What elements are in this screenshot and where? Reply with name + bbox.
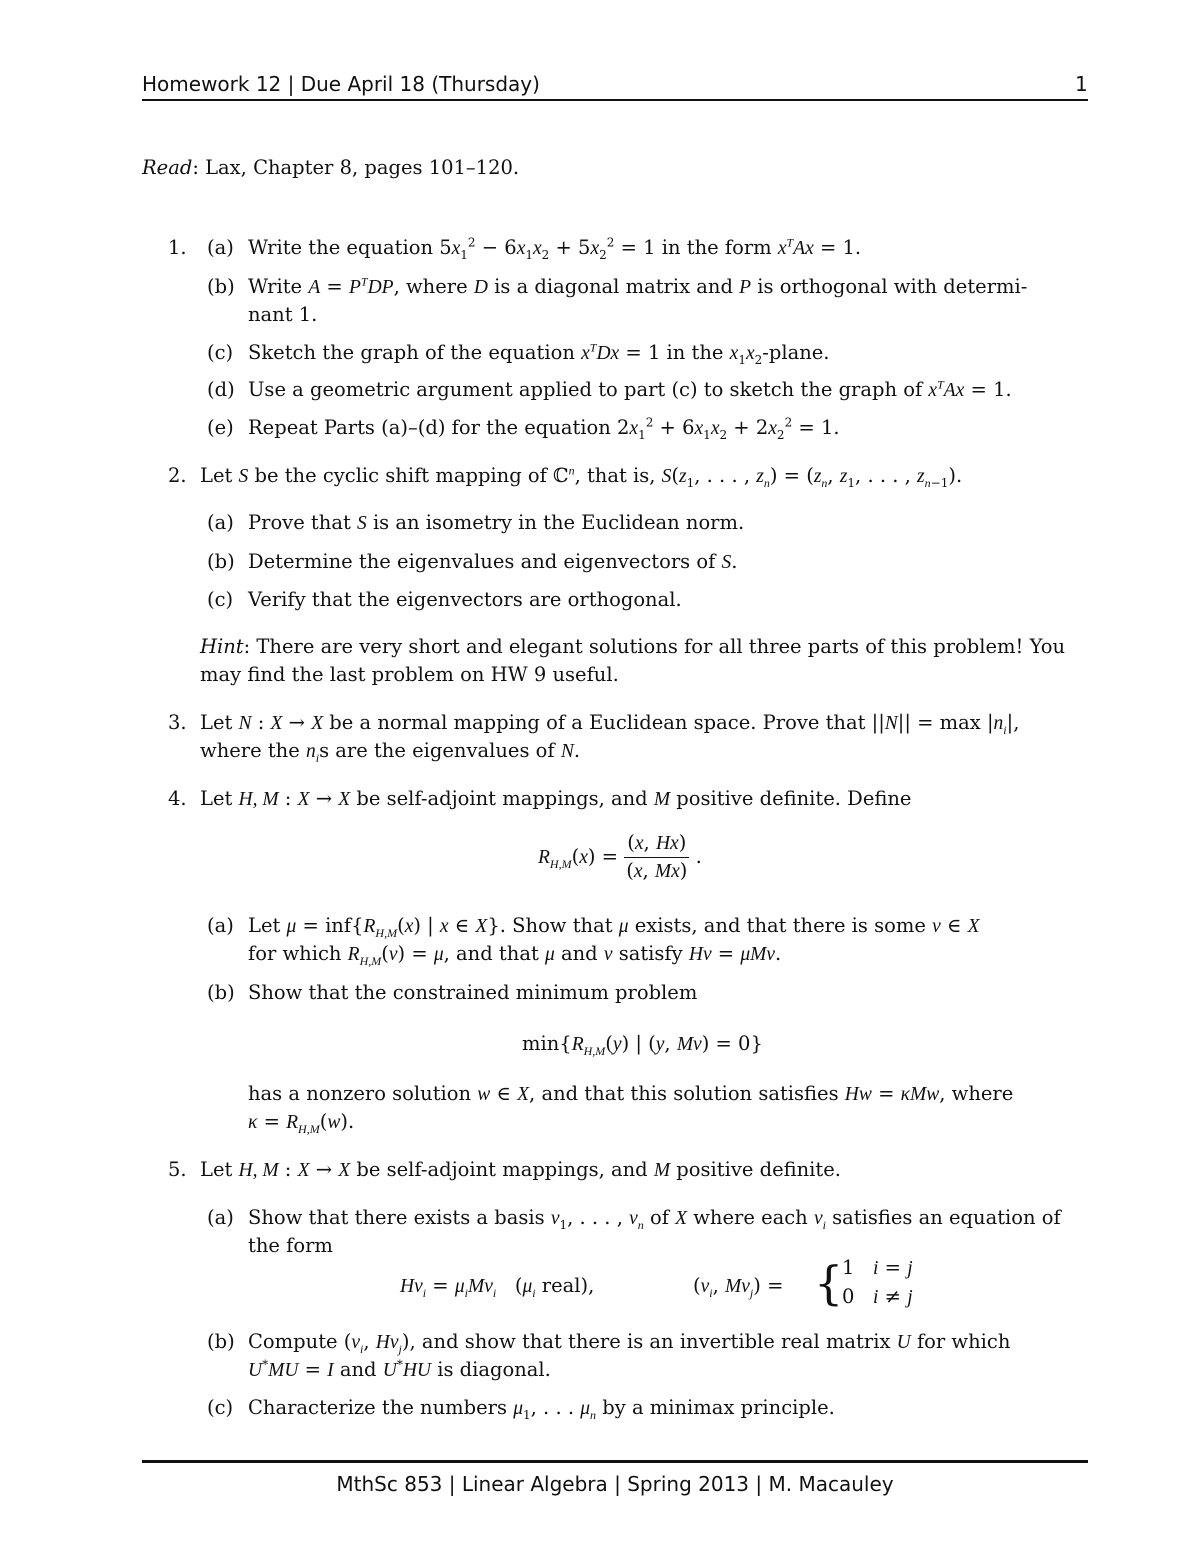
p4a-text-line2: for which $R_{H,M}(v) = \mu$, and that μ and v satisfy Hv = μMv. [248, 942, 782, 968]
p4b-label: (b) [207, 981, 235, 1004]
page-number: 1 [1075, 72, 1088, 96]
p4b-text: Show that the constrained minimum problem [248, 981, 698, 1004]
problem-2-number: 2. [168, 464, 187, 487]
p3-text-line2: where the $n_is$ are the eigenvalues of N. [200, 739, 581, 765]
orthonormality-equation: ($v_i$, $Mv_j$) = [693, 1274, 784, 1300]
footer-rule [142, 1460, 1088, 1463]
rayleigh-quotient: $R_{H,M}(x)$ = $\frac{(x, Hx)}{(x, Mx)}$ . [538, 830, 702, 885]
footer-text: MthSc 853 | Linear Algebra | Spring 2013 | M. Macauley [336, 1472, 894, 1496]
constrained-min-formula: $\min\{R_{H,M}(y)$ | (y, Mv) = 0} [522, 1032, 763, 1058]
p4b-text-3: $\kappa = R_{H,M}(w)$. [248, 1110, 355, 1136]
case-2: 0 i ≠ j [842, 1285, 913, 1308]
p4-text: Let H, M : X → X be self-adjoint mappings, and M positive definite. Define [200, 787, 912, 810]
p5c-text: Characterize the numbers $\mu_1$, . . . $\mu_n$ by a minimax principle. [248, 1396, 835, 1422]
p4a-text: Let $\mu = inf\{R_{H,M}(x)$ | x ∈ X}. Show that μ exists, and that there is some v ∈ X [248, 914, 980, 940]
p1d-text: Use a geometric argument applied to part (c) to sketch the graph of $x^TAx = 1$. [248, 377, 1012, 401]
p2-text: Let S be the cyclic shift mapping of ℂ$^n$, that is, $S(z_1$, . . . , $z_n) = (z_n$, $z_1$, . . . , $z_{n-1}$). [200, 463, 963, 490]
p2a-text: Prove that S is an isometry in the Euclidean norm. [248, 511, 745, 534]
hint-line2: may find the last problem on HW 9 useful. [200, 663, 619, 686]
p1b-text-line2: nant 1. [248, 303, 318, 326]
problem-4-number: 4. [168, 787, 187, 810]
p2c-label: (c) [207, 588, 234, 611]
p2a-label: (a) [207, 511, 234, 534]
eigen-equation: $Hv_i = \mu_iMv_i$ ($\mu_i$ real), [400, 1274, 595, 1300]
header-rule [142, 99, 1088, 101]
read-text: : Lax, Chapter 8, pages 101–120. [192, 156, 520, 179]
problem-5-number: 5. [168, 1158, 187, 1181]
read-label: Read [142, 156, 193, 179]
p2c-text: Verify that the eigenvectors are orthogonal. [248, 588, 682, 611]
p1a-label: (a) [207, 236, 234, 259]
p2-hint [200, 633, 1065, 661]
p1d-label: (d) [207, 378, 235, 401]
p5b-text-line2: U*MU = I and U*HU is diagonal. [248, 1357, 551, 1381]
p5b-label: (b) [207, 1330, 235, 1353]
p5a-text: Show that there exists a basis $v_1$, . . . , $v_n$ of X where each $v_i$ satisfies an equation of [248, 1206, 1061, 1232]
p2b-text: Determine the eigenvalues and eigenvectors of S. [248, 550, 738, 573]
p1b-label: (b) [207, 275, 235, 298]
header-title: Homework 12 | Due April 18 (Thursday) [142, 72, 540, 96]
p3-text: Let N : X → X be a normal mapping of a Euclidean space. Prove that $||N|| = \max |n_i|$, [200, 711, 1020, 737]
p2b-label: (b) [207, 550, 235, 573]
p5-text: Let H, M : X → X be self-adjoint mappings, and M positive definite. [200, 1158, 841, 1181]
p1e-label: (e) [207, 416, 234, 439]
p5a-label: (a) [207, 1206, 234, 1229]
p1c-text: Sketch the graph of the equation $x^TDx = 1$ in the $x_1x_2$-plane. [248, 340, 830, 367]
p5b-text: Compute ($v_i$, $Hv_j$), and show that there is an invertible real matrix U for which [248, 1330, 1011, 1356]
p1c-label: (c) [207, 341, 234, 364]
problem-3-number: 3. [168, 711, 187, 734]
p1d-text-main: Use a geometric argument applied to part (c) to sketch the graph of [248, 378, 923, 401]
p4a-label: (a) [207, 914, 234, 937]
read-line [142, 154, 519, 182]
p4b-text-2: has a nonzero solution w ∈ X, and that this solution satisfies Hw = κMw, where [248, 1082, 1014, 1105]
p5a-text-line2: the form [248, 1234, 333, 1257]
case-1: 1 i = j [842, 1256, 913, 1279]
cases-brace: { [814, 1256, 844, 1310]
p1e-text: Repeat Parts (a)–(d) for the equation $2x_1^2 + 6x_1x_2 + 2x_2^2 = 1$. [248, 415, 840, 442]
hint-line1: : There are very short and elegant solutions for all three parts of this problem! You [243, 635, 1066, 658]
p5c-label: (c) [207, 1396, 234, 1419]
p1a-text: Write the equation $5x_1^2 - 6x_1x_2 + 5x_2^2 = 1$ in the form $x^TAx = 1$. [248, 235, 862, 262]
p1b-text: Write $A = P^TDP$, where D is a diagonal matrix and P is orthogonal with determi- [248, 274, 1028, 298]
problem-1-number: 1. [168, 236, 187, 259]
hint-label: Hint [200, 635, 244, 658]
rayleigh-fraction: $\frac{(x, Hx)}{(x, Mx)}$ [626, 831, 688, 882]
